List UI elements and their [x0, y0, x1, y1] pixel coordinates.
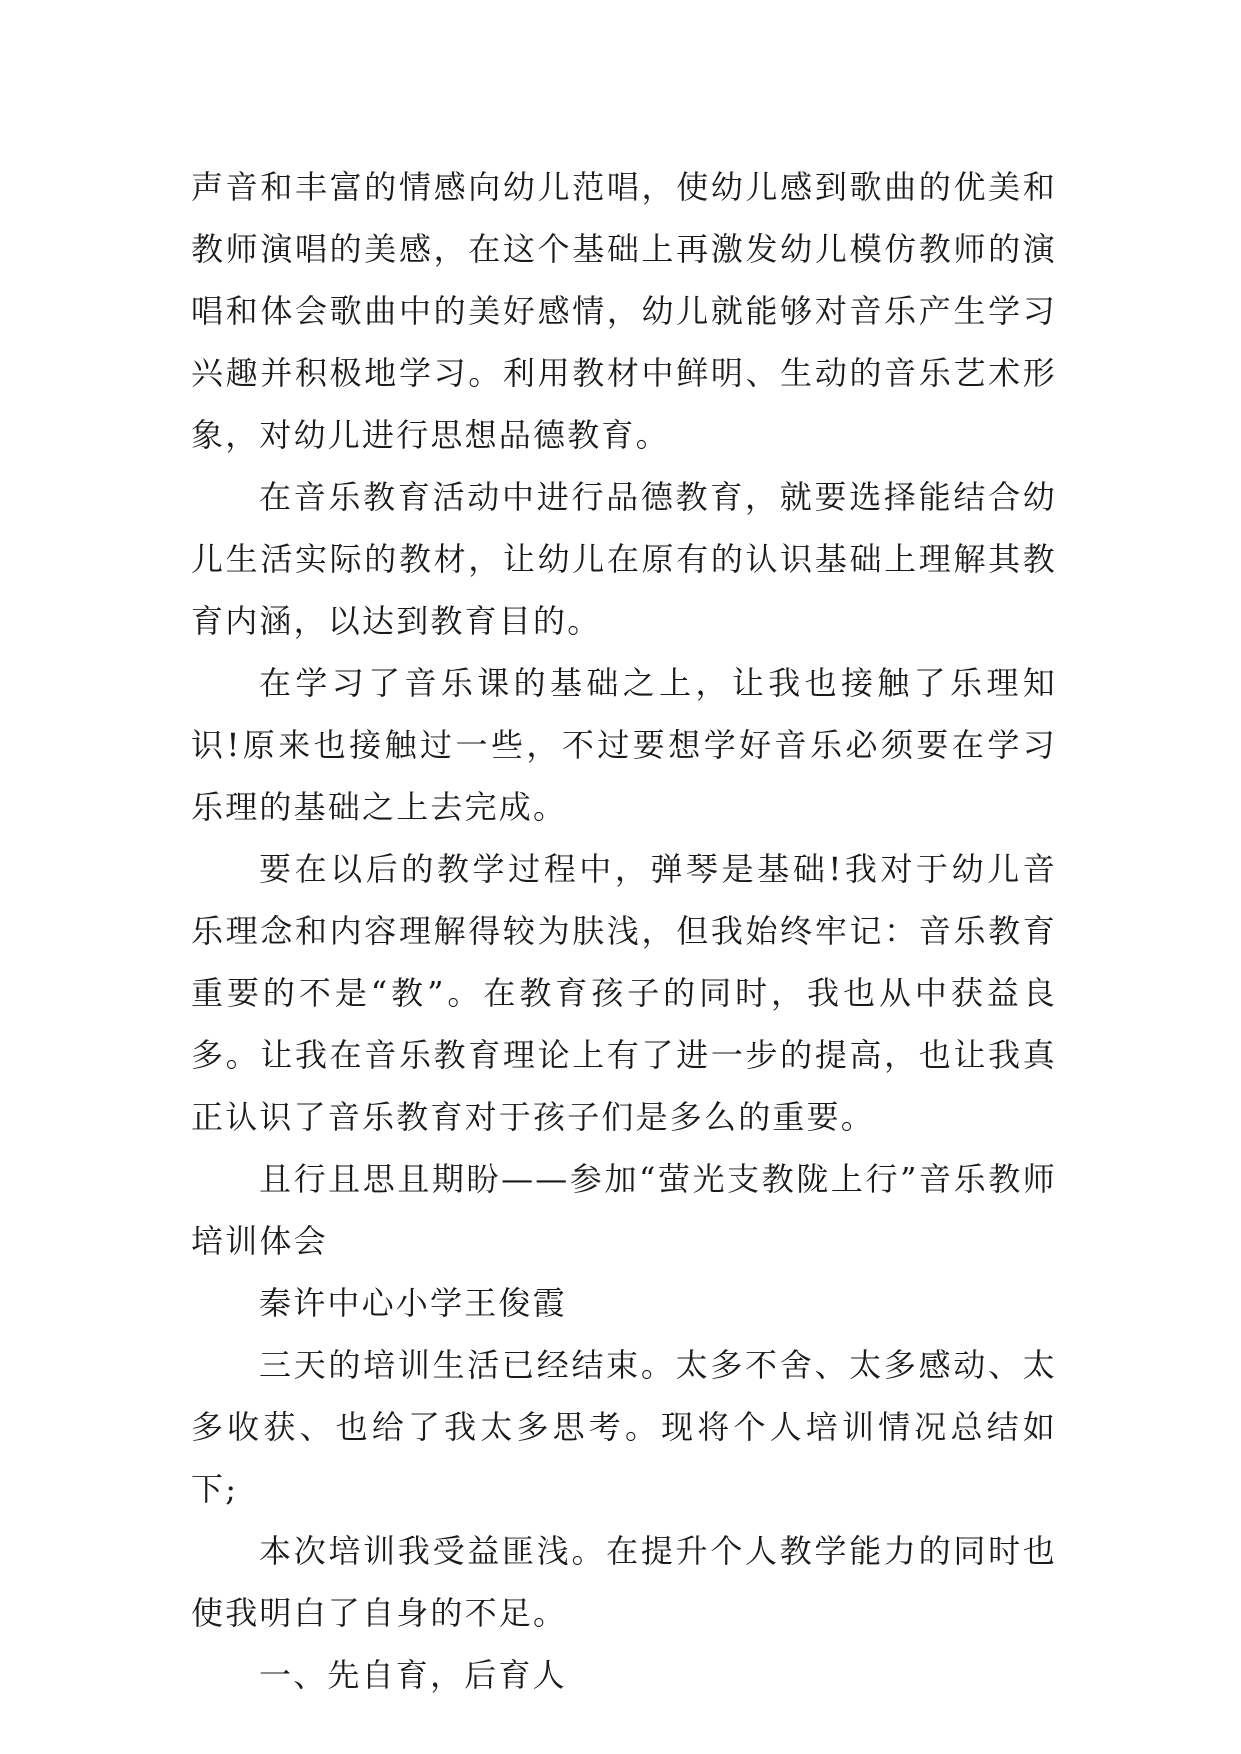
section-title: 且行且思且期盼——参加“萤光支教陇上行”音乐教师培训体会 [191, 1160, 1057, 1260]
document-body [191, 156, 1057, 1706]
paragraph-teaching-reflection: 要在以后的教学过程中，弹琴是基础!我对于幼儿音乐理念和内容理解得较为肤浅，但我始终牢记：音乐教育重要的不是“教”。在教育孩子的同时，我也从中获益良多。让我在音乐教育理论上有了进一步的提高，也让我真正认识了音乐教育对于孩子们是多么的重要。 [191, 850, 1057, 1136]
paragraph-training-summary: 三天的培训生活已经结束。太多不舍、太多感动、太多收获、也给了我太多思考。现将个人培训情况总结如下; [191, 1346, 1057, 1508]
paragraph-music-theory: 在学习了音乐课的基础之上，让我也接触了乐理知识!原来也接触过一些，不过要想学好音乐必须要在学习乐理的基础之上去完成。 [191, 664, 1057, 826]
author-line: 秦许中心小学王俊霞 [259, 1284, 567, 1322]
subheading-first-point: 一、先自育，后育人 [259, 1656, 567, 1694]
paragraph-training-benefit: 本次培训我受益匪浅。在提升个人教学能力的同时也使我明白了自身的不足。 [191, 1532, 1057, 1632]
paragraph-moral-education: 在音乐教育活动中进行品德教育，就要选择能结合幼儿生活实际的教材，让幼儿在原有的认识基础上理解其教育内涵，以达到教育目的。 [191, 478, 1057, 640]
paragraph-continuation: 声音和丰富的情感向幼儿范唱，使幼儿感到歌曲的优美和教师演唱的美感，在这个基础上再激发幼儿模仿教师的演唱和体会歌曲中的美好感情，幼儿就能够对音乐产生学习兴趣并积极地学习。利用教材中鲜明、生动的音乐艺术形象，对幼儿进行思想品德教育。 [191, 168, 1057, 454]
